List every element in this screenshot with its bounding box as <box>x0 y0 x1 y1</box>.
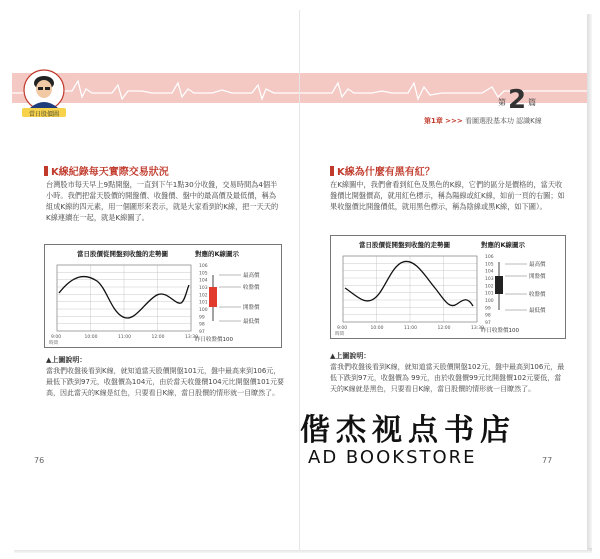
right-caption-text: 當我們收盤後看到K線，就知道當天股價開盤102元，盤中最高到106元，最低下跌到97元，收盤價為 99元，由於收盤價99元比開盤價102元要低，當天的K線就是黑色，只要看日K線，當日股價的情形就一目瞭然了。 <box>330 363 565 393</box>
x-tick-label: 13:30 <box>185 335 198 340</box>
right-chart-y-ticks <box>485 254 494 326</box>
left-chart-svg <box>45 245 283 349</box>
y-tick-label: 101 <box>485 291 494 297</box>
k-label: 最高價 <box>243 273 260 279</box>
chapter-label: 第 <box>498 98 506 107</box>
k-label: 最低價 <box>243 319 260 325</box>
left-caption <box>46 355 284 399</box>
y-tick-label: 100 <box>485 299 494 304</box>
right-section-title-text: K線為什麼有黑有紅？ <box>337 167 435 178</box>
left-section-title <box>44 163 169 178</box>
right-chart-svg <box>331 236 567 340</box>
right-caption <box>330 351 568 395</box>
y-tick-label: 101 <box>199 300 208 306</box>
k-label: 開盤價 <box>529 274 546 280</box>
chapter-number: 2 <box>508 85 527 115</box>
right-page-number: 77 <box>542 456 553 465</box>
right-body-paragraph: 在K線圖中，我們會看到紅色及黑色的K線，它們的區分是價格的，當天收盤價比開盤價高，就用紅色標示，稱為陽線或紅K線，如前一頁的右圖；如果收盤價比開盤價低，就用黑色標示，稱為陰線或黑K線，如下圖）。 <box>330 180 565 211</box>
x-tick-label: 13:30 <box>471 326 484 331</box>
left-section-title-text: K線紀錄每天實際交易狀況 <box>51 167 169 178</box>
x-tick-label: 11:00 <box>118 335 131 340</box>
y-tick-label: 100 <box>199 308 208 313</box>
running-head <box>424 116 542 126</box>
right-black-candle <box>495 276 503 294</box>
left-k-title: 對應的K線圖示 <box>195 250 240 258</box>
x-tick-label: 9:00 <box>51 335 62 340</box>
chapter-badge <box>498 85 537 115</box>
avatar-caption: 當日股價圖 <box>28 111 59 118</box>
y-tick-label: 97 <box>199 330 205 335</box>
x-tick-label: 9:00 <box>337 326 348 331</box>
k-label: 最低價 <box>529 308 546 314</box>
y-tick-label: 99 <box>199 315 205 321</box>
x-tick-label: 11:00 <box>404 326 417 331</box>
right-chart-grid <box>343 256 477 322</box>
left-caption-text: 當我們收盤後看到K線，就知道當天股價開盤101元，盤中最高來到106元，最低下跌到97元，收盤價為104元，由於當天收盤價104元比開盤價101元要高，因此當天的K線是紅色，只要看日K線，當日股價的情形就一目瞭然了。 <box>46 367 284 397</box>
right-chart-x-ticks <box>337 325 484 331</box>
y-tick-label: 106 <box>485 255 494 260</box>
chapter-suffix: 篇 <box>528 98 537 107</box>
x-tick-label: 10:00 <box>370 326 384 331</box>
right-chart-figure <box>330 235 566 339</box>
k-label: 開盤價 <box>243 305 260 311</box>
left-chart-x-ticks <box>51 334 198 340</box>
left-section-bar <box>44 166 48 176</box>
y-tick-label: 102 <box>199 293 208 299</box>
k-label: 收盤價 <box>529 292 546 298</box>
left-chart-y-ticks <box>199 263 208 335</box>
left-body-paragraph: 台灣股市每天早上9點開盤，一直到下午1點30分收盤，交易時間為4個半小時。我們把當天股價的開盤價、收盤價、盤中的最高價及最低價，稱為組成K線的四元素，用一個圖形來表示，就是大家看到的K線，把一天天的K線連續在一起，就是K線圖了。 <box>46 180 279 222</box>
running-head-arrows: >>> <box>445 117 463 125</box>
watermark-logo: 偕杰视点书店 <box>300 413 516 448</box>
right-k-labels <box>505 260 546 314</box>
y-tick-label: 103 <box>199 286 208 291</box>
left-k-note: 昨日收盤價100 <box>195 337 233 343</box>
y-tick-label: 103 <box>485 277 494 282</box>
right-section-title <box>330 163 435 178</box>
y-tick-label: 106 <box>199 264 208 269</box>
y-tick-label: 102 <box>485 284 494 290</box>
right-k-note: 昨日收盤價100 <box>481 328 519 334</box>
left-k-labels <box>219 271 260 325</box>
right-time-prefix: 時間 <box>335 332 344 337</box>
right-chart-title: 當日股價從開盤到收盤的走勢圖 <box>359 241 450 249</box>
running-head-chapter: 第1章 <box>424 117 443 125</box>
y-tick-label: 97 <box>485 321 491 326</box>
left-red-candle <box>209 287 217 307</box>
right-section-bar <box>330 166 334 176</box>
left-caption-head: ▲上圖說明： <box>46 356 87 364</box>
y-tick-label: 98 <box>199 322 205 328</box>
y-tick-label: 104 <box>199 278 208 284</box>
y-tick-label: 98 <box>485 313 491 319</box>
right-price-line <box>345 261 473 306</box>
left-time-prefix: 時間 <box>49 341 58 346</box>
running-head-text: 看圖選股基本功 認識K線 <box>464 117 542 125</box>
bookstore-watermark <box>300 405 560 475</box>
right-k-title: 對應的K線圖示 <box>481 241 526 249</box>
y-tick-label: 99 <box>485 306 491 312</box>
right-caption-head: ▲上圖說明： <box>330 352 371 360</box>
left-chart-figure <box>44 244 282 348</box>
left-page-number: 76 <box>34 456 45 465</box>
y-tick-label: 105 <box>199 271 208 277</box>
x-tick-label: 12:00 <box>437 326 451 331</box>
left-chart-title: 當日股價從開盤到收盤的走勢圖 <box>77 250 168 258</box>
k-label: 收盤價 <box>243 285 260 291</box>
x-tick-label: 12:00 <box>151 335 165 340</box>
k-label: 最高價 <box>529 262 546 268</box>
y-tick-label: 105 <box>485 262 494 268</box>
watermark-subtitle: AD BOOKSTORE <box>308 447 477 468</box>
x-tick-label: 10:00 <box>84 335 98 340</box>
y-tick-label: 104 <box>485 269 494 275</box>
